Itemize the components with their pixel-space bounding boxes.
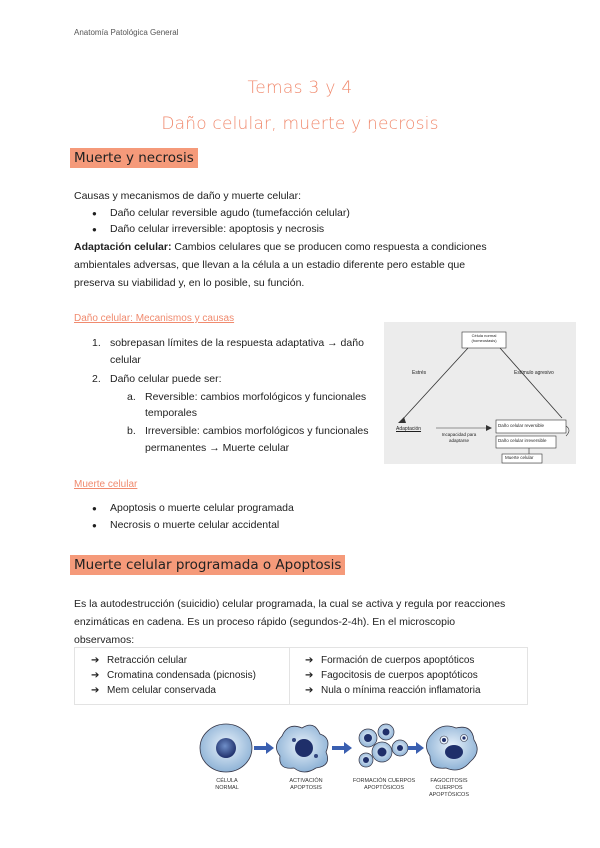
table-row bbox=[299, 668, 524, 683]
intro-text: Causas y mecanismos de daño y muerte celular: bbox=[74, 190, 302, 202]
figure-caption bbox=[352, 778, 416, 792]
arrow-icon: ➔ bbox=[91, 670, 100, 681]
diagram-arrowhead bbox=[398, 417, 406, 423]
table-cell: Formación de cuerpos apoptóticos bbox=[321, 655, 475, 666]
link-muerte-celular[interactable]: Muerte celular bbox=[74, 479, 138, 490]
heading-highlight: Muerte y necrosis bbox=[70, 148, 198, 168]
arrow-icon: ➔ bbox=[91, 685, 100, 696]
table-cell: Nula o mínima reacción inflamatoria bbox=[321, 685, 481, 696]
caption-line: APOPTÓSICOS bbox=[428, 792, 470, 798]
table-cell: Fagocitosis de cuerpos apoptóticos bbox=[321, 670, 478, 681]
heading-highlight: Muerte celular programada o Apoptosis bbox=[70, 555, 345, 575]
diagram-label-reversible: Daño celular reversible bbox=[498, 423, 545, 428]
table-cell: Mem celular conservada bbox=[107, 685, 216, 696]
paragraph-line: Es la autodestrucción (suicidio) celular programada, la cual se activa y regula por reacciones bbox=[74, 598, 506, 610]
diagram-label-normal: Célula normal (homeostasis) bbox=[471, 333, 497, 343]
list-letter: b. bbox=[127, 425, 136, 437]
diagram-label-adaptacion: Adaptación bbox=[396, 426, 422, 432]
list-item-continued: temporales bbox=[145, 407, 197, 419]
caption-line: APOPTÓSICOS bbox=[363, 785, 405, 791]
adaptacion-text: preserva su viabilidad y, en lo posible, su función. bbox=[74, 277, 305, 289]
arrow-icon: ➔ bbox=[305, 685, 314, 696]
list-item: ● Daño celular reversible agudo (tumefacción celular) bbox=[110, 205, 350, 222]
section-heading-muerte-necrosis bbox=[70, 149, 198, 167]
apoptosis-figure bbox=[190, 718, 480, 798]
diagram-label-estimulo: Estímulo agresivo bbox=[514, 370, 554, 376]
diagram-line-left bbox=[402, 348, 468, 420]
link-dano-celular[interactable]: Daño celular: Mecanismos y causas bbox=[74, 313, 235, 324]
list-item: ● Apoptosis o muerte celular programada bbox=[110, 500, 294, 517]
condensed-nucleus bbox=[295, 739, 313, 757]
list-item: Daño celular puede ser: bbox=[110, 373, 222, 385]
table-row bbox=[299, 683, 524, 698]
paragraph-line: observamos: bbox=[74, 634, 135, 646]
list-number: 2. bbox=[92, 373, 101, 385]
caption-line: APOPTOSIS bbox=[290, 785, 322, 791]
arrow-icon: ➔ bbox=[305, 670, 314, 681]
list-item: Irreversible: cambios morfológicos y funcionales bbox=[145, 425, 369, 437]
table-row bbox=[85, 683, 295, 698]
list-number: 1. bbox=[92, 337, 101, 349]
diagram-label-incapacidad: Incapacidad para adaptarse bbox=[441, 432, 477, 443]
adaptacion-text: Cambios celulares que se producen como respuesta a condiciones bbox=[171, 241, 487, 253]
caption-line: FORMACIÓN CUERPOS bbox=[352, 778, 416, 784]
adaptacion-paragraph bbox=[74, 238, 534, 292]
table-row bbox=[85, 653, 295, 668]
page-subtitle: Daño celular, muerte y necrosis bbox=[161, 114, 439, 134]
section-heading-apoptosis bbox=[70, 556, 345, 574]
figure-caption bbox=[202, 778, 252, 792]
caption-line: CÉLULA bbox=[216, 778, 238, 784]
nucleus bbox=[216, 738, 236, 758]
diagram-curve bbox=[566, 426, 569, 436]
arrow-icon bbox=[254, 742, 274, 754]
phagocyte-nucleus bbox=[445, 745, 463, 759]
table-cell: Cromatina condensada (picnosis) bbox=[107, 670, 256, 681]
list-item: ● Daño celular irreversible: apoptosis y necrosis bbox=[110, 221, 324, 238]
diagram-label-irreversible: Daño celular irreversible bbox=[498, 438, 547, 443]
adaptacion-label: Adaptación celular: bbox=[74, 241, 172, 253]
diagram-line-right bbox=[500, 348, 562, 418]
table-column-right bbox=[299, 653, 524, 709]
arrow-icon bbox=[408, 742, 424, 754]
document-header: Anatomía Patológica General bbox=[74, 28, 179, 37]
arrow-icon bbox=[332, 742, 352, 754]
diagram-arrowhead bbox=[486, 425, 492, 431]
list-item: sobrepasan límites de la respuesta adaptativa → daño bbox=[110, 337, 364, 349]
paragraph-line: enzimáticas en cadena. Es un proceso rápido (segundos-2-4h). En el microscopio bbox=[74, 616, 456, 628]
table-column-left bbox=[85, 653, 295, 709]
list-item: ● Necrosis o muerte celular accidental bbox=[110, 517, 279, 534]
table-divider bbox=[289, 648, 290, 704]
arrow-icon: ➔ bbox=[305, 655, 314, 666]
list-letter: a. bbox=[127, 391, 136, 403]
figure-caption bbox=[418, 778, 480, 799]
cell-damage-diagram bbox=[384, 322, 576, 464]
caption-line: ACTIVACIÓN bbox=[289, 778, 323, 784]
caption-line: FAGOCITOSIS CUERPOS bbox=[430, 778, 468, 791]
table-row bbox=[85, 668, 295, 683]
diagram-label-estres: Estrés bbox=[412, 370, 427, 376]
list-item: Reversible: cambios morfológicos y funcionales bbox=[145, 391, 367, 403]
table-cell: Retracción celular bbox=[107, 655, 188, 666]
figure-caption bbox=[278, 778, 334, 792]
apoptosis-paragraph bbox=[74, 595, 544, 649]
observations-table bbox=[74, 647, 528, 705]
diagram-label-muerte: Muerte celular bbox=[505, 455, 534, 460]
list-item-continued: permanentes → Muerte celular bbox=[145, 442, 290, 454]
caption-line: NORMAL bbox=[215, 785, 239, 791]
list-item-continued: celular bbox=[110, 354, 141, 366]
arrow-icon: ➔ bbox=[91, 655, 100, 666]
apoptosis-illustration bbox=[190, 718, 480, 776]
adaptacion-text: ambientales adversas, que llevan a la célula a un estadio diferente pero estable que bbox=[74, 259, 466, 271]
page-title: Temas 3 y 4 bbox=[247, 78, 353, 98]
table-row bbox=[299, 653, 524, 668]
